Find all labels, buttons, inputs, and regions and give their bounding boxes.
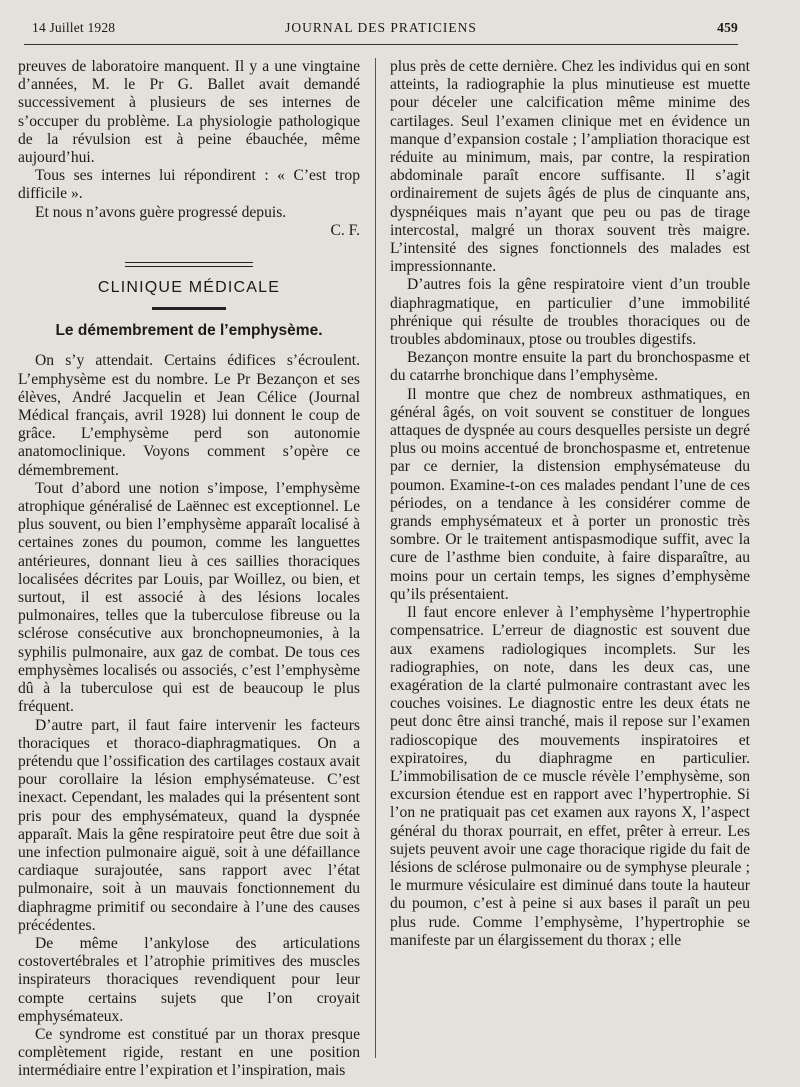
paragraph: Et nous n’avons guère progressé depuis.: [35, 203, 287, 221]
running-header: [24, 20, 738, 42]
header-rule: [24, 44, 738, 45]
column-divider: [375, 58, 376, 1058]
header-journal-title: JOURNAL DES PRATICIENS: [285, 20, 477, 35]
paragraph: preuves de laboratoire manquent. Il y a une vingtaine d’années, M. le Pr G. Ballet avait demandé successivement à plusieurs de ses internes de s’occuper du problème. La physiologie pathologique de la révulsion est à peine ébauchée, même aujourd’hui.: [18, 58, 360, 167]
paragraph: Il montre que chez de nombreux asthmatiques, en général âgés, on voit souvent se constituer de longues attaques de dyspnée au cours desquelles persiste un degré plus ou moins accentué de bronchospasme et, entretenue par ce dernier, la distension emphysémateuse du poumon. Examine-t-on ces malades pendant l’une de ces périodes, on a tendance à les considérer comme de grands emphysémateux et à porter un pronostic très sombre. Or le traitement antispasmodique suffit, avec la cure de l’asthme bien conduite, à faire disparaître, au moins pour un certain temps, les signes d’emphysème qu’ils présentaient.: [390, 385, 750, 603]
signature: C. F.: [330, 221, 360, 239]
paragraph: Tout d’abord une notion s’impose, l’emphysème atrophique généralisé de Laënnec est exceptionnel. Le plus souvent, ou bien l’emphysème apparaît localisé à certaines zones du poumon, comme les languettes antérieures, donnant lieu à ces saillies thoraciques localisées décrites par Louis, par Woillez, ou bien, et surtout, il est associé à des lésions locales pulmonaires, telles que la tuberculose fibreuse ou la sclérose consécutive aux bronchopneumonies, à la syphilis pulmonaire, aux gaz de combat. De tous ces emphysèmes localisés ou associés, c’est l’emphysème dû à la tuberculose qui est de beaucoup le plus fréquent.: [18, 479, 360, 716]
header-date: 14 Juillet 1928: [32, 20, 116, 35]
paragraph: D’autre part, il faut faire intervenir les facteurs thoraciques et thoraco-diaphragmatiques. On a prétendu que l’ossification des cartilages costaux avait pour corollaire la lésion emphysémateuse. C’est inexact. Cependant, les malades qui la présentent sont pris pour des emphysémateux, quand la dyspnée apparaît. Mais la gêne respiratoire peut être due soit à une infection pulmonaire aiguë, soit à une défaillance cardiaque surajoutée, sans rapport avec l’état pulmonaire, soit à un mauvais fonctionnement du diaphragme primitif ou secondaire à l’une des causes précédentes.: [18, 716, 360, 934]
section-title: CLINIQUE MÉDICALE: [97, 279, 281, 297]
paragraph: Il faut encore enlever à l’emphysème l’hypertrophie compensatrice. L’erreur de diagnostic est souvent due aux examens radiologiques incomplets. Sur les radiographies, on note, dans les deux cas, une exagération de la clarté pulmonaire contrastant avec les couches voisines. Le diagnostic entre les deux états ne peut donc être ainsi tranché, mais il repose sur l’examen radioscopique des mouvements inspiratoires et expiratoires, du diaphragme en particulier. L’immobilisation de ce muscle révèle l’emphysème, son excursion étendue est en rapport avec l’hypertrophie. Si l’on ne pratiquait pas cet examen aux rayons X, l’aspect général du thorax pourrait, en effet, prêter à erreur. Les sujets peuvent avoir une cage thoracique rigide du fait de lésions de sclérose pulmonaire ou de symphyse pleurale ; le murmure vésiculaire est diminué dans toute la hauteur du poumon, c’est à peine si aux bases il paraît un peu plus rude. Comme l’emphysème, l’hypertrophie se manifeste par un élargissement du thorax ; elle: [390, 604, 750, 949]
right-column: [390, 58, 750, 950]
section-rule: [152, 307, 226, 310]
paragraph: plus près de cette dernière. Chez les individus qui en sont atteints, la radiographie la plus minutieuse est muette pour déceler une calcification même minime des cartilages. Seul l’examen clinique met en évidence un manque d’expansion costale ; l’ampliation thoracique est réduite au minimum, mais, par contre, la respiration abdominale paraît encore suffisante. Il s’agit ordinairement de sujets âgés de plus de cinquante ans, dyspnéiques mais n’ayant que peu ou pas de tirage intercostal, malgré un thorax souvent très maigre. L’intensité des signes fonctionnels des malades est impressionnante.: [390, 58, 750, 276]
header-page-number: 459: [717, 20, 738, 35]
paragraph: D’autres fois la gêne respiratoire vient d’un trouble diaphragmatique, en particulier d’une immobilité phrénique qui résulte de troubles thoraciques ou de troubles abdominaux, ptose ou troubles digestifs.: [390, 276, 750, 349]
article-title: Le démembrement de l’emphysème.: [55, 322, 323, 340]
paragraph: Tous ses internes lui répondirent : « C’est trop difficile ».: [18, 167, 360, 203]
left-column: [18, 58, 360, 1081]
paragraph: De même l’ankylose des articulations costovertébrales et l’atrophie primitives des muscles inspirateurs thoraciques revendiquent pour leur compte certains sujets que l’on croyait emphysémateux.: [18, 934, 360, 1025]
section-separator: [125, 262, 253, 267]
paragraph: Bezançon montre ensuite la part du bronchospasme et du catarrhe bronchique dans l’emphysème.: [390, 349, 750, 385]
paragraph: Ce syndrome est constitué par un thorax presque complètement rigide, restant en une position intermédiaire entre l’expiration et l’inspiration, mais: [18, 1025, 360, 1080]
paragraph: On s’y attendait. Certains édifices s’écroulent. L’emphysème est du nombre. Le Pr Bezançon et ses élèves, André Jacquelin et Jean Célice (Journal Médical français, avril 1928) lui donnent le coup de grâce. L’emphysème perd son autonomie anatomoclinique. Voyons comment s’opère ce démembrement.: [18, 352, 360, 479]
